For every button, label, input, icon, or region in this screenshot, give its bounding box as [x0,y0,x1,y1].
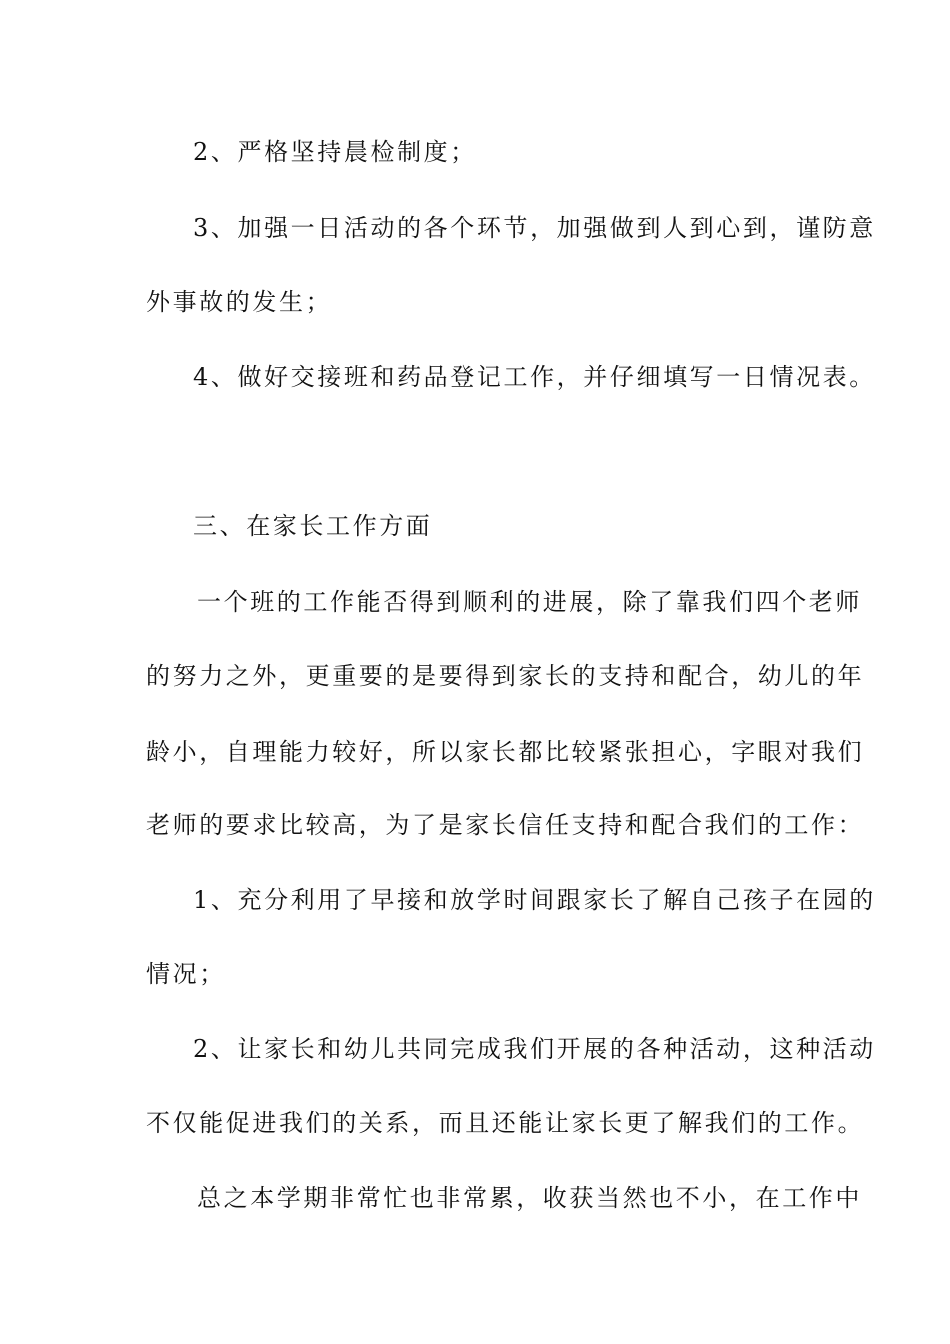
paragraph-line: 2、严格坚持晨检制度； [193,138,477,166]
paragraph-line: 的努力之外，更重要的是要得到家长的支持和配合，幼儿的年 [146,662,865,690]
paragraph-line: 总之本学期非常忙也非常累，收获当然也不小，在工作中 [197,1184,862,1212]
paragraph-line: 龄小，自理能力较好，所以家长都比较紧张担心，字眼对我们 [146,738,865,766]
paragraph-line: 1、充分利用了早接和放学时间跟家长了解自己孩子在园的 [193,886,876,914]
paragraph-line: 3、加强一日活动的各个环节，加强做到人到心到，谨防意 [193,214,876,242]
paragraph-line: 2、让家长和幼儿共同完成我们开展的各种活动，这种活动 [193,1035,876,1063]
paragraph-line: 4、做好交接班和药品登记工作，并仔细填写一日情况表。 [193,363,876,391]
paragraph-line: 外事故的发生； [146,288,333,316]
paragraph-line: 情况； [146,960,226,988]
paragraph-line: 一个班的工作能否得到顺利的进展，除了靠我们四个老师 [197,588,862,616]
paragraph-line: 老师的要求比较高，为了是家长信任支持和配合我们的工作： [146,811,865,839]
paragraph-line: 不仅能促进我们的关系，而且还能让家长更了解我们的工作。 [146,1109,865,1137]
section-heading: 三、在家长工作方面 [193,512,433,540]
